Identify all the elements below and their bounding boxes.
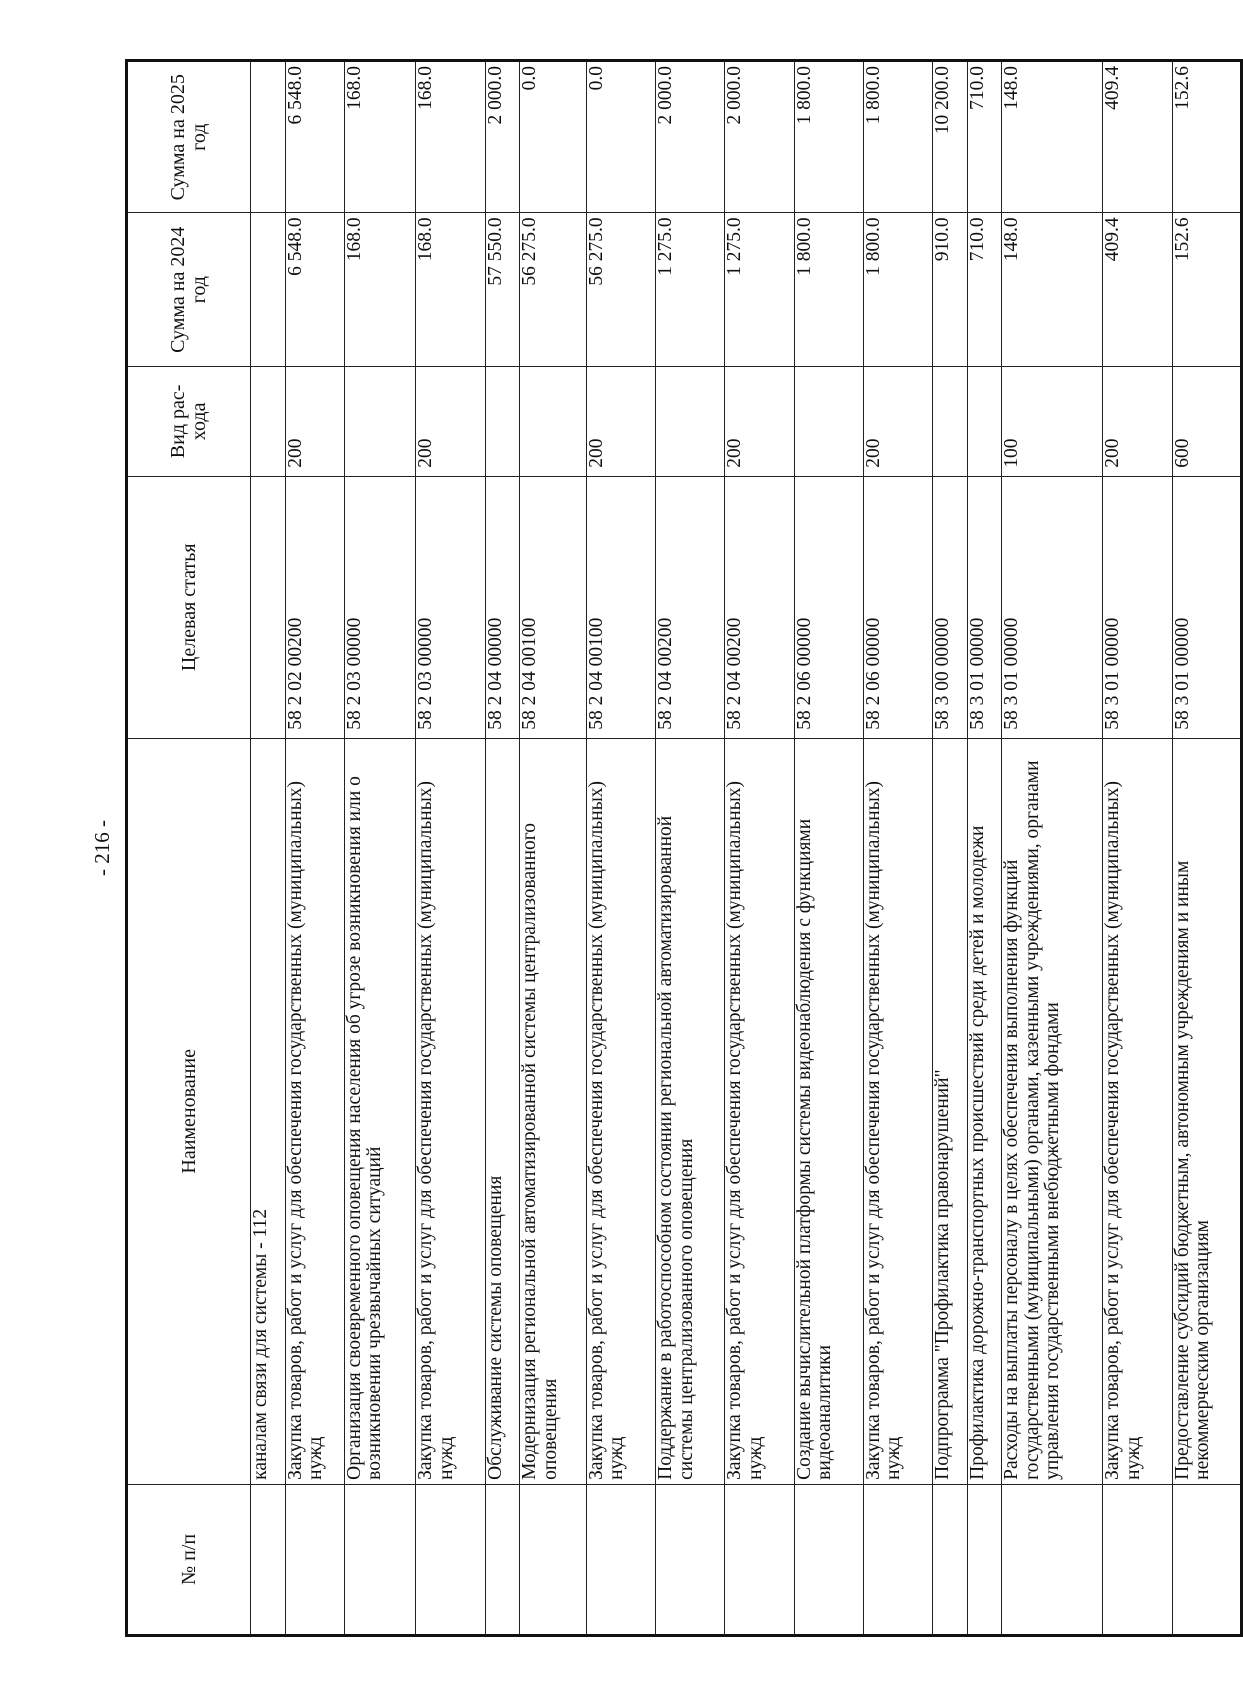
cell-sum-2024: 409.4 xyxy=(1103,213,1172,367)
cell-sum-2025: 2 000.0 xyxy=(725,61,794,213)
cell-sum-2024 xyxy=(251,213,286,367)
cell-code: 58 2 06 00000 xyxy=(863,476,932,738)
cell-num xyxy=(416,1484,485,1635)
cell-type xyxy=(251,367,286,477)
cell-sum-2025 xyxy=(251,61,286,213)
cell-name: Закупка товаров, работ и услуг для обеспечения государственных (муниципальных) нужд xyxy=(416,738,485,1484)
cell-num xyxy=(586,1484,655,1635)
cell-sum-2024: 910.0 xyxy=(932,213,967,367)
cell-code: 58 2 04 00000 xyxy=(485,476,520,738)
header-type: Вид рас-хода xyxy=(127,367,251,477)
table-row xyxy=(1172,61,1241,1636)
cell-num xyxy=(285,1484,344,1635)
cell-sum-2025: 6 548.0 xyxy=(285,61,344,213)
cell-type: 100 xyxy=(1002,367,1103,477)
table-row xyxy=(725,61,794,1636)
table-row xyxy=(344,61,416,1636)
cell-code: 58 3 01 00000 xyxy=(967,476,1002,738)
cell-type xyxy=(485,367,520,477)
cell-name: Закупка товаров, работ и услуг для обеспечения государственных (муниципальных) нужд xyxy=(725,738,794,1484)
cell-sum-2025: 710.0 xyxy=(967,61,1002,213)
cell-type: 200 xyxy=(725,367,794,477)
cell-type: 200 xyxy=(863,367,932,477)
cell-code: 58 2 04 00200 xyxy=(725,476,794,738)
table-header-row xyxy=(127,61,251,1636)
budget-table xyxy=(125,59,1243,1637)
cell-sum-2025: 1 800.0 xyxy=(794,61,863,213)
cell-code: 58 2 03 00000 xyxy=(344,476,416,738)
cell-num xyxy=(725,1484,794,1635)
cell-type: 200 xyxy=(285,367,344,477)
cell-type: 200 xyxy=(586,367,655,477)
cell-sum-2024: 152.6 xyxy=(1172,213,1241,367)
cell-sum-2025: 152.6 xyxy=(1172,61,1241,213)
cell-type xyxy=(520,367,587,477)
cell-type: 200 xyxy=(1103,367,1172,477)
cell-code: 58 2 02 00200 xyxy=(285,476,344,738)
table-row xyxy=(416,61,485,1636)
cell-code: 58 2 04 00100 xyxy=(586,476,655,738)
table-row xyxy=(285,61,344,1636)
header-name: Наименование xyxy=(127,738,251,1484)
cell-num xyxy=(251,1484,286,1635)
cell-num xyxy=(794,1484,863,1635)
cell-num xyxy=(1172,1484,1241,1635)
cell-name: Организация своевременного оповещения населения об угрозе возникновения или о возникновении чрезвычайных ситуаций xyxy=(344,738,416,1484)
cell-name: Расходы на выплаты персоналу в целях обеспечения выполнения функций государственными (муниципальными) органами, казенными учреждениями, органами управления государственными внебюджетными фондами xyxy=(1002,738,1103,1484)
cell-num xyxy=(967,1484,1002,1635)
cell-code: 58 3 01 00000 xyxy=(1103,476,1172,738)
cell-sum-2024: 1 275.0 xyxy=(656,213,725,367)
cell-sum-2024: 168.0 xyxy=(416,213,485,367)
table-row xyxy=(586,61,655,1636)
header-sum-2025: Сумма на 2025 год xyxy=(127,61,251,213)
header-num: № п/п xyxy=(127,1484,251,1635)
cell-code: 58 3 01 00000 xyxy=(1172,476,1241,738)
cell-code: 58 2 04 00200 xyxy=(656,476,725,738)
cell-sum-2024: 1 800.0 xyxy=(794,213,863,367)
table-row xyxy=(1002,61,1103,1636)
cell-name: Профилактика дорожно-транспортных происшествий среди детей и молодежи xyxy=(967,738,1002,1484)
cell-name: Обслуживание системы оповещения xyxy=(485,738,520,1484)
cell-name: Предоставление субсидий бюджетным, автономным учреждениям и иным некоммерческим организациям xyxy=(1172,738,1241,1484)
cell-sum-2025: 168.0 xyxy=(344,61,416,213)
cell-sum-2024: 56 275.0 xyxy=(520,213,587,367)
header-sum-2024: Сумма на 2024 год xyxy=(127,213,251,367)
cell-name: Закупка товаров, работ и услуг для обеспечения государственных (муниципальных) нужд xyxy=(863,738,932,1484)
cell-num xyxy=(485,1484,520,1635)
cell-num xyxy=(1103,1484,1172,1635)
cell-sum-2024: 168.0 xyxy=(344,213,416,367)
table-row xyxy=(863,61,932,1636)
table-row xyxy=(520,61,587,1636)
cell-sum-2025: 1 800.0 xyxy=(863,61,932,213)
table-row xyxy=(967,61,1002,1636)
cell-name: Создание вычислительной платформы системы видеонаблюдения с функциями видеоаналитики xyxy=(794,738,863,1484)
cell-sum-2024: 56 275.0 xyxy=(586,213,655,367)
table-row xyxy=(932,61,967,1636)
table-row xyxy=(1103,61,1172,1636)
cell-type: 600 xyxy=(1172,367,1241,477)
cell-type xyxy=(932,367,967,477)
rotated-table-wrapper xyxy=(125,59,1243,1637)
header-code: Целевая статья xyxy=(127,476,251,738)
cell-sum-2025: 168.0 xyxy=(416,61,485,213)
cell-code: 58 2 06 00000 xyxy=(794,476,863,738)
cell-name: Закупка товаров, работ и услуг для обеспечения государственных (муниципальных) нужд xyxy=(1103,738,1172,1484)
cell-type xyxy=(344,367,416,477)
table-row xyxy=(794,61,863,1636)
cell-name: Подпрограмма "Профилактика правонарушений" xyxy=(932,738,967,1484)
cell-sum-2025: 409.4 xyxy=(1103,61,1172,213)
cell-sum-2025: 10 200.0 xyxy=(932,61,967,213)
page-number: - 216 - xyxy=(90,820,114,876)
cell-name: Поддержание в работоспособном состоянии региональной автоматизированной системы централизованного оповещения xyxy=(656,738,725,1484)
table-row xyxy=(485,61,520,1636)
cell-name: Закупка товаров, работ и услуг для обеспечения государственных (муниципальных) нужд xyxy=(586,738,655,1484)
cell-type xyxy=(656,367,725,477)
cell-code xyxy=(251,476,286,738)
cell-sum-2024: 6 548.0 xyxy=(285,213,344,367)
cell-sum-2024: 1 800.0 xyxy=(863,213,932,367)
cell-sum-2024: 148.0 xyxy=(1002,213,1103,367)
cell-name: Закупка товаров, работ и услуг для обеспечения государственных (муниципальных) нужд xyxy=(285,738,344,1484)
cell-sum-2025: 0.0 xyxy=(586,61,655,213)
cell-code: 58 2 04 00100 xyxy=(520,476,587,738)
cell-num xyxy=(932,1484,967,1635)
cell-sum-2024: 57 550.0 xyxy=(485,213,520,367)
cell-num xyxy=(344,1484,416,1635)
cell-name: каналам связи для системы - 112 xyxy=(251,738,286,1484)
cell-type xyxy=(967,367,1002,477)
cell-type: 200 xyxy=(416,367,485,477)
cell-code: 58 3 00 00000 xyxy=(932,476,967,738)
table-row xyxy=(656,61,725,1636)
cell-sum-2025: 0.0 xyxy=(520,61,587,213)
table-row xyxy=(251,61,286,1636)
cell-code: 58 2 03 00000 xyxy=(416,476,485,738)
cell-code: 58 3 01 00000 xyxy=(1002,476,1103,738)
cell-name: Модернизация региональной автоматизированной системы централизованного оповещения xyxy=(520,738,587,1484)
cell-sum-2024: 710.0 xyxy=(967,213,1002,367)
cell-num xyxy=(520,1484,587,1635)
cell-num xyxy=(863,1484,932,1635)
cell-sum-2025: 2 000.0 xyxy=(656,61,725,213)
cell-num xyxy=(1002,1484,1103,1635)
cell-type xyxy=(794,367,863,477)
cell-num xyxy=(656,1484,725,1635)
cell-sum-2025: 2 000.0 xyxy=(485,61,520,213)
cell-sum-2024: 1 275.0 xyxy=(725,213,794,367)
cell-sum-2025: 148.0 xyxy=(1002,61,1103,213)
